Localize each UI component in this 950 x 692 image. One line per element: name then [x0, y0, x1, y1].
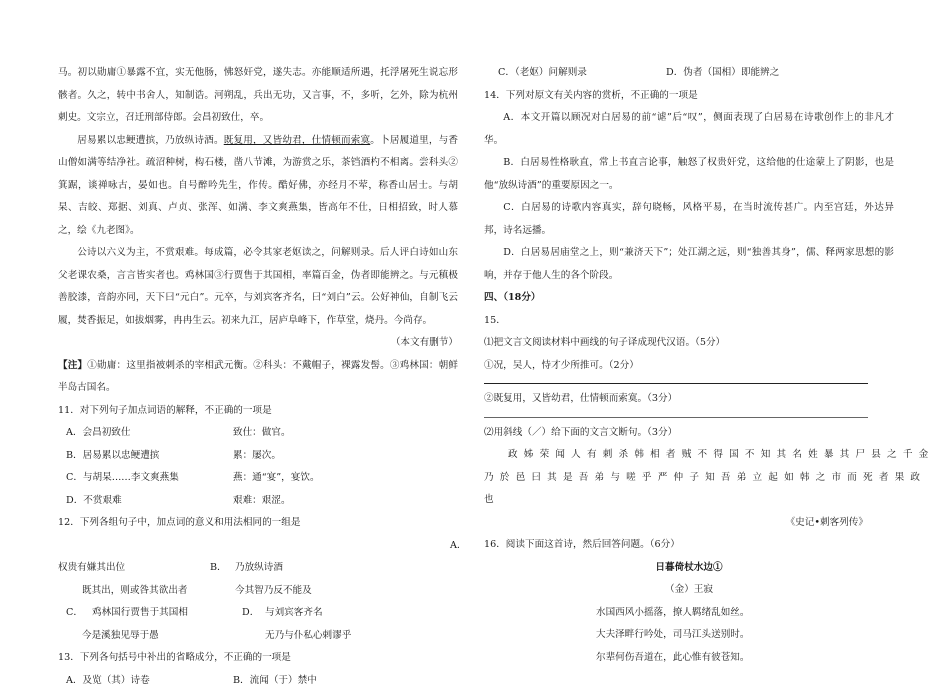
q11-option-c-text: C．与胡杲……李文爽燕集: [66, 467, 179, 490]
punctuation-passage-line-3: [484, 489, 894, 512]
source-note: [58, 332, 458, 355]
q11-stem-text: 11．对下列句子加点词语的解释，不正确的一项是: [58, 405, 272, 416]
q14-option-b: B．白居易性格耿直，常上书直言论事，触怒了权贵奸党，这给他的仕途蒙上了阴影，也是他“放纵诗酒”的重要原因之一。: [484, 152, 894, 197]
q12-row-3: [58, 602, 458, 625]
poem-title: [484, 557, 894, 580]
q12-option-d-line-2: 无乃与仆私心剌谬乎: [265, 625, 351, 648]
q12-row-1: [58, 557, 458, 580]
q15-part2-text: ⑵用斜线（／）给下面的文言文断句。（3分）: [484, 427, 677, 438]
poem-line-2-text: 大夫泽畔行吟处，司马江头送别时。: [596, 629, 750, 640]
q11-option-b: [58, 445, 458, 468]
passage-paragraph-3: 公诗以六义为主，不赏艰难。每成篇，必令其家老妪读之，问解则录。后人评白诗如山东父老课农桑，言言皆实者也。鸡林国③行贾售于其国相，率篇百金，伪者即能辨之。与元稹极善胶漆，音韵亦同，天下曰“元白”。元卒，与刘宾客齐名，曰“刘白”云。公好神仙，自制飞云履，焚香振足，如拔烟雾，冉冉生云。初来九江，居庐阜峰下，作草堂，烧丹。今尚存。: [58, 242, 458, 332]
q13-options-ab: [58, 670, 458, 692]
source-note-text: （本文有删节）: [391, 337, 458, 348]
q12-a-label-row: [58, 535, 458, 558]
q13-option-c: C．（老妪）问解则录: [498, 62, 587, 85]
poem-line-1: [484, 602, 894, 625]
q13-stem: [58, 647, 458, 670]
q14-option-a: A．本文开篇以顾况对白居易的前“谑”后“叹”，侧面表现了白居易在诗歌创作上的非凡才华。: [484, 107, 894, 152]
q12-option-b-line-2: 今其智乃反不能及: [235, 580, 312, 603]
q14-option-d: D．白居易居庙堂之上，则“兼济天下”；处江湖之远，则“独善其身”，儒、释两家思想的影响，并存于他人生的各个阶段。: [484, 242, 894, 287]
left-column: [58, 62, 458, 692]
q11-option-d: [58, 490, 458, 513]
poem-line-1-text: 水国西风小摇落，撩人羁绪乱如丝。: [596, 607, 750, 618]
punctuation-passage-text-2: 乃於邑曰其是吾弟与嗟乎严仲子知吾弟立起如韩之市而死者果政: [484, 472, 926, 483]
q12-option-c-line-2: 今是溪独见辱于愚: [82, 625, 159, 648]
q11-option-d-gloss: 艰难：艰涩。: [233, 490, 291, 513]
q13-option-a: A．及览（其）诗卷: [66, 670, 150, 692]
q11-option-d-text: D．不赏艰难: [66, 490, 122, 513]
q15-part1-text: ⑴把文言文阅读材料中画线的句子译成现代汉语。（5分）: [484, 337, 725, 348]
q12-stem-text: 12．下列各组句子中，加点词的意义和用法相同的一组是: [58, 517, 300, 528]
q11-option-c: [58, 467, 458, 490]
annotation-text: ①勋庸：这里指被刺杀的宰相武元衡。②科头：不戴帽子，裸露发髻。③鸡林国：朝鲜半岛古国名。: [58, 360, 458, 394]
q15-sub1-text: ①况，吴人，恃才少所推可。（2分）: [484, 360, 639, 371]
q13-stem-text: 13．下列各句括号中补出的省略成分，不正确的一项是: [58, 652, 291, 663]
q15-part2: [484, 422, 894, 445]
q15-sub2-text: ②既复用，又皆幼君，仕情顿而索寞。（3分）: [484, 393, 677, 404]
q12-option-a-label: A．: [450, 535, 467, 558]
punctuation-passage-line-1: [484, 444, 894, 467]
punctuation-passage-text-3: 也: [484, 494, 494, 505]
passage-paragraph-1: 马。初以勋庸①暴露不宜，实无他肠，怫怒奸党，遂失志。亦能顺适所遇，托浮屠死生说忘形骸者。久之，转中书舍人，知制诰。河朔乱，兵出无功，又言事，不，多听，乞外，除为杭州刺史。文宗立，召迁刑部侍郎。会昌初致仕，卒。: [58, 62, 458, 130]
q15-number-text: 15．: [484, 315, 506, 326]
q14-option-c: C．白居易的诗歌内容真实，辞句晓畅，风格平易，在当时流传甚广。内至宫廷，外达异邦，诗名远播。: [484, 197, 894, 242]
poem-author-text: （金）王寂: [665, 584, 713, 595]
section-four-heading: [484, 287, 894, 310]
q16-stem-text: 16．阅读下面这首诗，然后回答问题。（6分）: [484, 539, 680, 550]
q14-stem-text: 14．下列对原文有关内容的赏析，不正确的一项是: [484, 90, 698, 101]
q11-option-a: [58, 422, 458, 445]
q13-option-d: D．伪者（国相）即能辨之: [666, 62, 779, 85]
q13-option-b: B．流闻（于）禁中: [233, 670, 317, 692]
q15-sub1: [484, 355, 894, 378]
punctuation-passage-source: [484, 512, 894, 535]
passage-paragraph-2-end: 。卜居履道里，与香山僧如满等结净社。疏沼种树，构石楼，凿八节滩，为游赏之乐，茶铛酒杓不相离。尝科头②箕踞，谈禅咏古，晏如也。自号醉吟先生，作传。酷好佛，亦经月不荤，称香山居士。与胡杲、吉皎、郑据、刘真、卢贞、张浑、如满、李文爽燕集，皆高年不仕，日相招致，时人慕之，绘《九老图》。: [58, 135, 458, 236]
q12-option-a-line-2: 既其出，则或咎其欲出者: [82, 580, 188, 603]
answer-line-1[interactable]: [484, 383, 868, 384]
poem-line-2: [484, 624, 894, 647]
q12-option-d-line-1: 与刘宾客齐名: [265, 602, 323, 625]
punctuation-passage-line-2: [484, 467, 894, 490]
q11-option-b-text: B．居易累以忠鲠遭摈: [66, 445, 159, 468]
passage-paragraph-2-start: 居易累以忠鲠遭摈，乃放纵诗酒。: [77, 135, 224, 146]
section-four-heading-text: 四、（18分）: [484, 292, 541, 303]
underlined-sentence: 既复用，又皆幼君，仕情顿而索寞: [224, 135, 371, 146]
poem-line-3: [484, 647, 894, 670]
annotation: [58, 355, 458, 400]
passage-paragraph-2: [58, 130, 458, 243]
q12-option-a-line-1: 权贵有嫌其出位: [58, 557, 125, 580]
q13-options-cd: [484, 62, 894, 85]
q12-option-c-label: C．: [66, 602, 83, 625]
q11-option-c-gloss: 燕：通“宴”，宴饮。: [233, 467, 320, 490]
punctuation-passage-source-text: 《史记•刺客列传》: [786, 517, 868, 528]
q12-option-c-line-1: 鸡林国行贾售于其国相: [92, 602, 188, 625]
q12-option-d-label: D．: [242, 602, 259, 625]
q11-option-b-gloss: 累：屡次。: [233, 445, 281, 468]
q11-option-a-gloss: 致仕：做官。: [233, 422, 291, 445]
q12-option-b-line-1: 乃放纵诗酒: [235, 557, 283, 580]
punctuation-passage-text-1: 政姊荣闻人有刺杀韩相者贼不得国不知其名姓暴其尸县之千金: [508, 449, 934, 460]
q15-number: [484, 310, 894, 333]
q12-option-b-label: B．: [210, 557, 227, 580]
q15-part1: [484, 332, 894, 355]
right-column: [484, 62, 894, 669]
q16-stem: [484, 534, 894, 557]
q11-stem: [58, 400, 458, 423]
answer-line-2[interactable]: [484, 417, 868, 418]
annotation-label: 【注】: [58, 360, 87, 371]
poem-author: [484, 579, 894, 602]
q14-stem: [484, 85, 894, 108]
q15-sub2: [484, 388, 894, 411]
q12-row-4: [58, 625, 458, 648]
q11-option-a-text: A．会昌初致仕: [66, 422, 131, 445]
poem-title-text: 日暮倚杖水边①: [655, 562, 722, 573]
q12-stem: [58, 512, 458, 535]
q12-row-2: [58, 580, 458, 603]
poem-line-3-text: 尔辈何伤吾道在，此心惟有彼苍知。: [596, 652, 750, 663]
